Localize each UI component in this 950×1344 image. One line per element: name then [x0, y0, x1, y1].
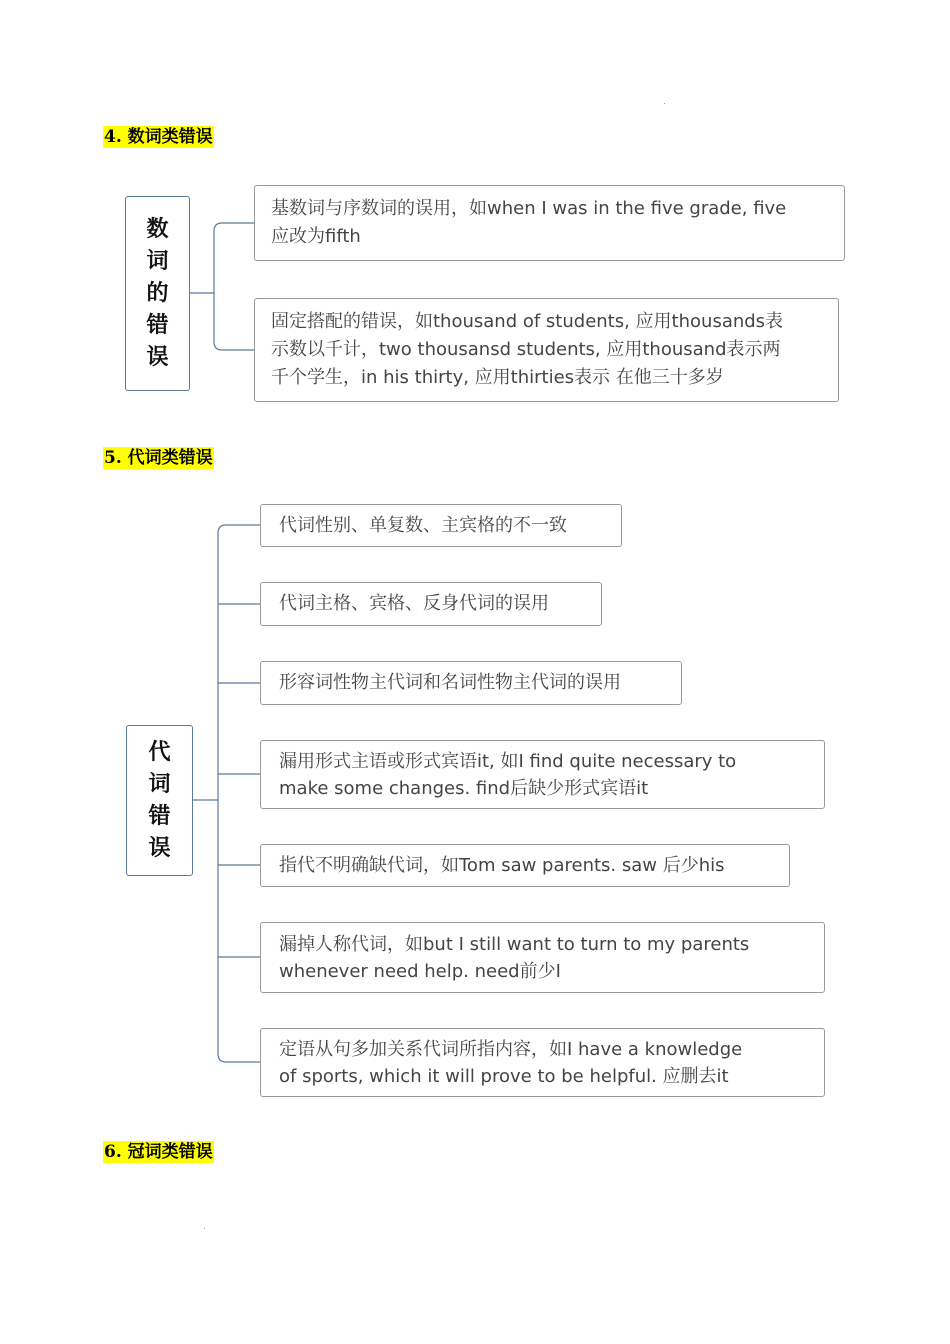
root-char: 词 [148, 771, 171, 797]
section-heading-articles: 6. 冠词类错误 [104, 1142, 213, 1162]
branch-box [260, 582, 602, 626]
section-heading-pronouns: 5. 代词类错误 [104, 448, 213, 468]
branch-box [260, 1028, 825, 1097]
root-char: 数 [146, 216, 169, 242]
root-char: 的 [146, 280, 169, 306]
branch-text: 固定搭配的错误，如thousand of students, 应用thousands表 示数以千计，two thousansd students, 应用thousand表示两 千个学生，in his thirty, 应用thirties表示 在他三十多岁 [271, 311, 784, 388]
branch-box [260, 504, 622, 547]
branch-text: 漏掉人称代词，如but I still want to turn to my parents whenever need help. need前少I [279, 934, 750, 982]
branch-text: 基数词与序数词的误用，如when I was in the five grade, five 应改为fifth [271, 198, 787, 247]
branch-text: 漏用形式主语或形式宾语it, 如I find quite necessary to make some changes. find后缺少形式宾语it [279, 751, 737, 799]
root-char: 误 [146, 344, 169, 370]
branch-box [260, 661, 682, 705]
branch-box [260, 740, 825, 809]
root-char: 误 [148, 835, 171, 861]
branch-box [260, 922, 825, 993]
branch-text: 定语从句多加关系代词所指内容，如I have a knowledge of sports, which it will prove to be helpful. 应删去it [279, 1039, 743, 1087]
branch-text: 代词主格、宾格、反身代词的误用 [279, 593, 549, 614]
branch-box [260, 844, 790, 887]
branch-text: 指代不明确缺代词，如Tom saw parents. saw 后少his [279, 854, 725, 876]
root-node-pronouns [126, 725, 193, 876]
root-char: 代 [148, 739, 171, 765]
root-char: 错 [146, 312, 169, 338]
section-heading-numerals: 4. 数词类错误 [104, 127, 213, 147]
branch-text: 代词性别、单复数、主宾格的不一致 [279, 514, 567, 536]
root-char: 词 [146, 248, 169, 274]
root-char: 错 [148, 803, 171, 829]
branch-text: 形容词性物主代词和名词性物主代词的误用 [279, 672, 621, 693]
